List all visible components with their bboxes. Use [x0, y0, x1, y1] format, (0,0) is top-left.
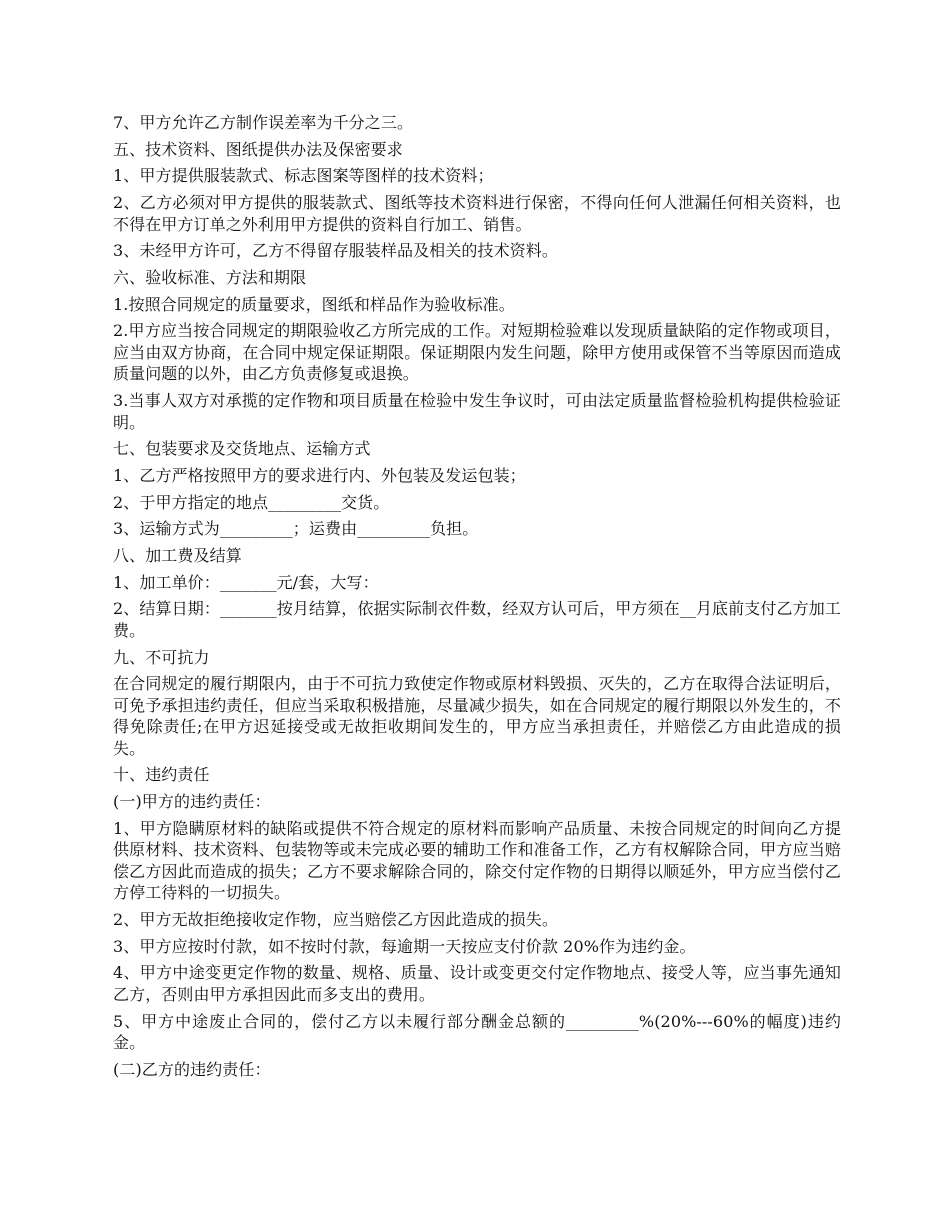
section-heading-7: 七、包装要求及交货地点、运输方式 — [113, 439, 371, 459]
section-heading-6: 六、验收标准、方法和期限 — [113, 267, 307, 287]
paragraph: 3.当事人双方对承揽的定作物和项目质量在检验中发生争议时，可由法定质量监督检验机构提供检验证明。 — [113, 391, 841, 432]
paragraph: 1、加工单价：_______元/套，大写： — [113, 572, 379, 592]
paragraph: 2、甲方无故拒绝接收定作物，应当赔偿乙方因此造成的损失。 — [113, 909, 558, 929]
subsection-heading: (二)乙方的违约责任： — [113, 1059, 271, 1079]
section-heading-10: 十、违约责任 — [113, 765, 210, 785]
paragraph: 3、甲方应按时付款，如不按时付款，每逾期一天按应支付价款 20%作为违约金。 — [113, 936, 696, 956]
paragraph: 3、未经甲方许可，乙方不得留存服装样品及相关的技术资料。 — [113, 241, 558, 261]
paragraph: 2、乙方必须对甲方提供的服装款式、图纸等技术资料进行保密，不得向任何人泄漏任何相关资料，也不得在甲方订单之外利用甲方提供的资料自行加工、销售。 — [113, 193, 841, 234]
paragraph: 1.按照合同规定的质量要求，图纸和样品作为验收标准。 — [113, 294, 515, 314]
paragraph: 5、甲方中途废止合同的，偿付乙方以未履行部分酬金总额的_________%(20%---60%的幅度)违约金。 — [113, 1011, 841, 1052]
clause-7-error-rate: 7、甲方允许乙方制作误差率为千分之三。 — [113, 113, 414, 132]
paragraph: 1、乙方严格按照甲方的要求进行内、外包装及发运包装； — [113, 465, 526, 485]
section-heading-9: 九、不可抗力 — [113, 647, 210, 667]
paragraph: 1、甲方提供服装款式、标志图案等图样的技术资料； — [113, 166, 494, 186]
paragraph: 4、甲方中途变更定作物的数量、规格、质量、设计或变更交付定作物地点、接受人等，应当事先通知乙方，否则由甲方承担因此而多支出的费用。 — [113, 963, 841, 1004]
paragraph: 2、结算日期：_______按月结算，依据实际制衣件数，经双方认可后，甲方须在__月底前支付乙方加工费。 — [113, 599, 841, 640]
paragraph: 2、于甲方指定的地点_________交货。 — [113, 492, 390, 512]
section-heading-5: 五、技术资料、图纸提供办法及保密要求 — [113, 139, 403, 159]
paragraph: 3、运输方式为_________；运费由_________负担。 — [113, 519, 479, 539]
paragraph: 1、甲方隐瞒原材料的缺陷或提供不符合规定的原材料而影响产品质量、未按合同规定的时间向乙方提供原材料、技术资料、包装物等或未完成必要的辅助工作和准备工作，乙方有权解除合同，甲方应当赔偿乙方因此而造成的损失；乙方不要求解除合同的，除交付定作物的日期得以顺延外，甲方应当偿付乙方停工待料的一切损失。 — [113, 818, 841, 903]
section-heading-8: 八、加工费及结算 — [113, 545, 242, 565]
document-body — [113, 112, 841, 1085]
subsection-heading: (一)甲方的违约责任： — [113, 792, 271, 812]
paragraph: 在合同规定的履行期限内，由于不可抗力致使定作物或原材料毁损、灭失的，乙方在取得合法证明后，可免予承担违约责任，但应当采取积极措施，尽量减少损失，如在合同规定的履行期限以外发生的，不得免除责任;在甲方迟延接受或无故拒收期间发生的，甲方应当承担责任，并赔偿乙方由此造成的损失。 — [113, 674, 841, 758]
paragraph: 2.甲方应当按合同规定的期限验收乙方所完成的工作。对短期检验难以发现质量缺陷的定作物或项目，应当由双方协商，在合同中规定保证期限。保证期限内发生问题，除甲方使用或保管不当等原因而造成质量问题的以外，由乙方负责修复或退换。 — [113, 321, 841, 384]
